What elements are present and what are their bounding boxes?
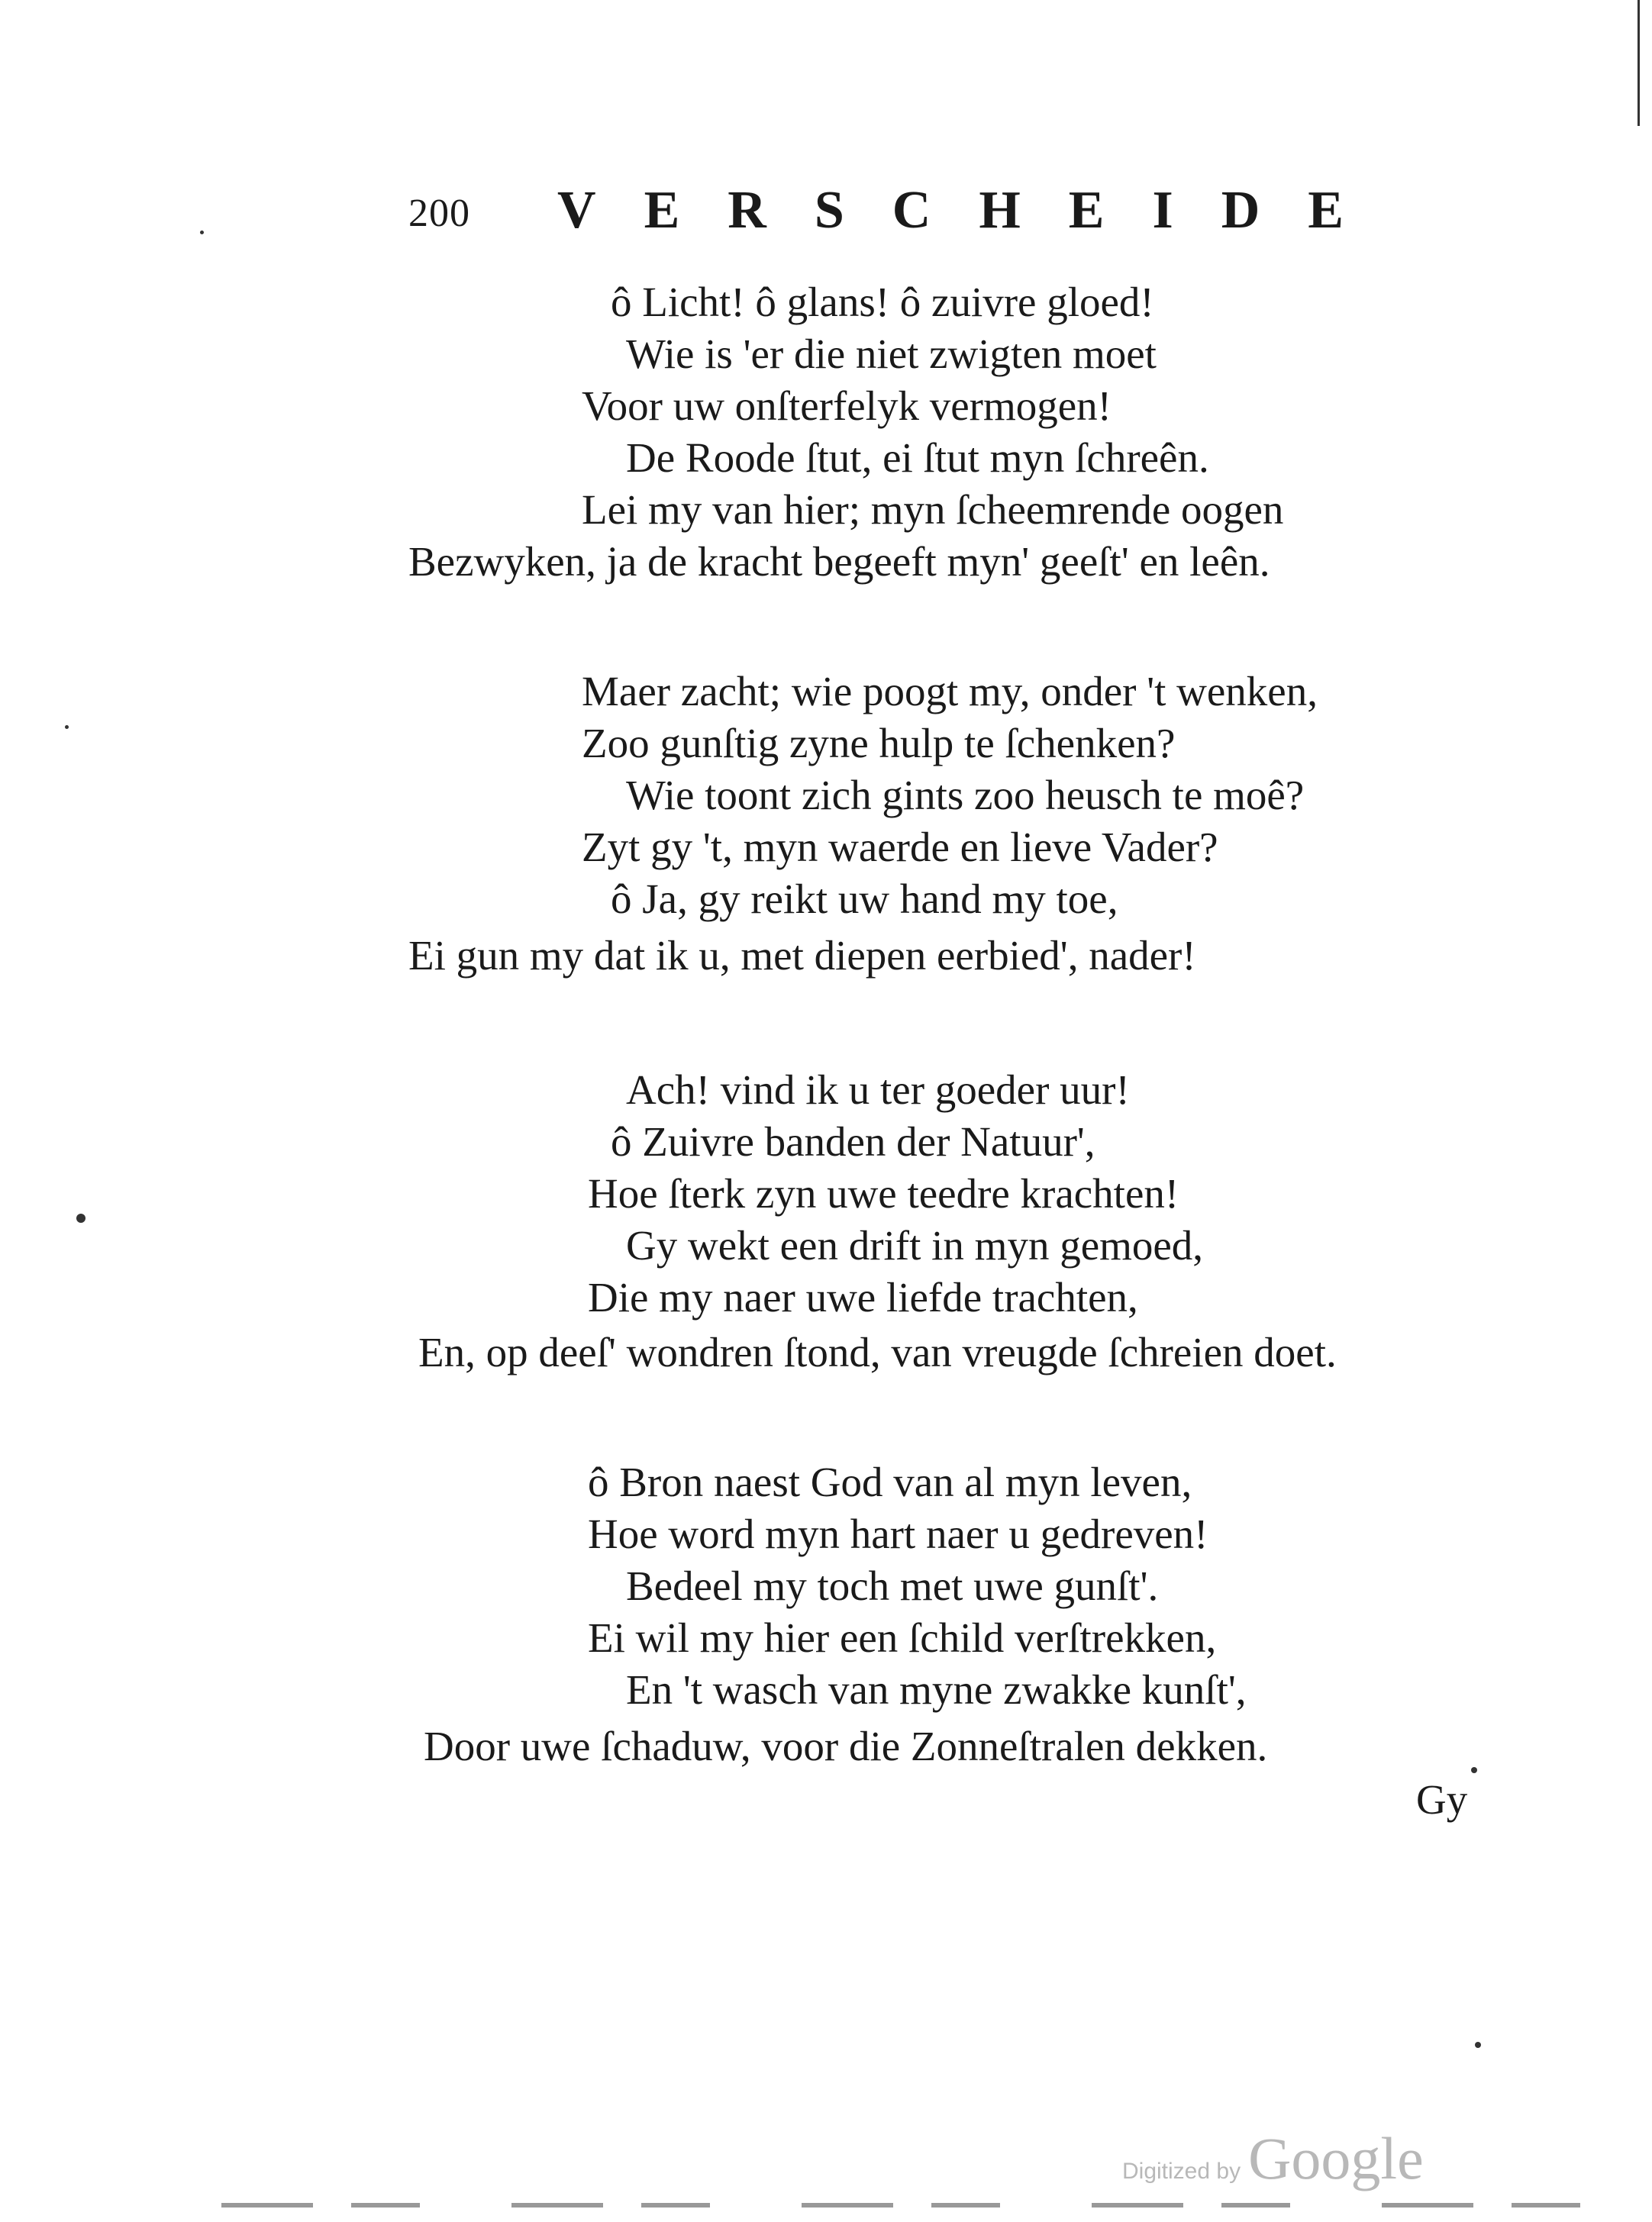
- watermark-prefix: Digitized by: [1122, 2159, 1241, 2184]
- page-edge-rule: [1637, 0, 1640, 126]
- ink-speck: [1475, 2042, 1481, 2048]
- page-number: 200: [408, 192, 470, 235]
- verse-line: Door uwe ſchaduw, voor die Zonneſtralen dekken.: [424, 1723, 1268, 1769]
- verse-line: Bezwyken, ja de kracht begeeft myn' geeſt' en leên.: [408, 538, 1270, 585]
- verse-line: Wie is 'er die niet zwigten moet: [626, 331, 1157, 377]
- running-head-letter: R: [728, 181, 766, 240]
- verse-line: Wie toont zich gints zoo heusch te moê?: [626, 772, 1305, 818]
- ink-speck: [1471, 1767, 1477, 1773]
- verse-line: ô Ja, gy reikt uw hand my toe,: [611, 876, 1118, 922]
- verse-line: Gy wekt een drift in myn gemoed,: [626, 1222, 1204, 1269]
- running-head-letter: H: [979, 181, 1021, 240]
- ink-speck: [200, 231, 204, 234]
- verse-line: Zoo gunſtig zyne hulp te ſchenken?: [582, 720, 1176, 766]
- digitized-watermark: [1122, 2124, 1424, 2193]
- google-logo: Google: [1248, 2125, 1424, 2191]
- page-bottom-edge: [221, 2203, 1634, 2207]
- running-head-letter: I: [1152, 181, 1173, 240]
- verse-line: Ei gun my dat ik u, met diepen eerbied', nader!: [408, 932, 1196, 979]
- catchword: Gy: [1416, 1776, 1468, 1823]
- verse-line: Maer zacht; wie poogt my, onder 't wenken,: [582, 668, 1318, 714]
- ink-speck: [76, 1214, 86, 1223]
- verse-line: En 't wasch van myne zwakke kunſt',: [626, 1666, 1247, 1713]
- verse-line: ô Zuivre banden der Natuur',: [611, 1118, 1095, 1165]
- verse-line: En, op deeſ' wondren ſtond, van vreugde ſchreien doet.: [418, 1329, 1337, 1375]
- verse-line: Ei wil my hier een ſchild verſtrekken,: [588, 1614, 1217, 1661]
- running-head-letter: C: [892, 181, 931, 240]
- running-head-letter: E: [1308, 181, 1344, 240]
- verse-line: Bedeel my toch met uwe gunſt'.: [626, 1562, 1159, 1609]
- verse-line: Hoe ſterk zyn uwe teedre krachten!: [588, 1170, 1179, 1217]
- ink-speck: [65, 725, 69, 729]
- verse-line: Hoe word myn hart naer u gedreven!: [588, 1511, 1208, 1557]
- page-header: [0, 180, 1652, 249]
- verse-line: Ach! vind ik u ter goeder uur!: [626, 1066, 1130, 1113]
- running-head-letter: D: [1221, 181, 1260, 240]
- verse-line: ô Bron naest God van al myn leven,: [588, 1459, 1192, 1505]
- verse-line: De Roode ſtut, ei ſtut myn ſchreên.: [626, 434, 1209, 481]
- running-head: [557, 180, 1344, 241]
- running-head-letter: S: [814, 181, 844, 240]
- verse-line: ô Licht! ô glans! ô zuivre gloed!: [611, 279, 1154, 325]
- verse-line: Die my naer uwe liefde trachten,: [588, 1274, 1138, 1321]
- verse-line: Lei my van hier; myn ſcheemrende oogen: [582, 486, 1284, 533]
- running-head-letter: E: [1068, 181, 1105, 240]
- verse-line: Zyt gy 't, myn waerde en lieve Vader?: [582, 824, 1218, 870]
- running-head-letter: E: [644, 181, 680, 240]
- running-head-letter: V: [557, 181, 596, 240]
- verse-line: Voor uw onſterfelyk vermogen!: [582, 382, 1112, 429]
